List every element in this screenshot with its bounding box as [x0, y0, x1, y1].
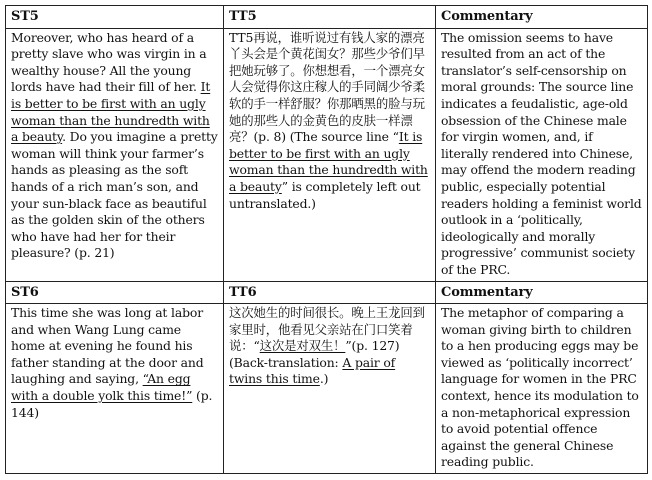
underlined-source-quote: “An egg with a double yolk this time!” [11, 371, 193, 404]
target-text-tt6: 这次她生的时间很长。晚上王龙回到家里时，他看见父亲站在门口笑着说：“这次是对双生！”(p. 127) (Back-translation: A pair of twins this time.) [224, 304, 436, 474]
translation-comparison-table [5, 5, 648, 474]
underlined-target-quote: 这次是对双生！ [259, 338, 346, 354]
header-tt5: TT5 [224, 6, 436, 29]
content-row-5 [6, 28, 648, 281]
header-st5: ST5 [6, 6, 224, 29]
target-text-tt5: TT5再说，谁听说过有钱人家的漂亮丫头会是个黄花闺女？那些少爷们早把她玩够了。你想想看，一个漂亮女人会觉得你这庄稼人的手同阔少爷柔软的手一样舒服？你那晒黑的脸与玩她的那些人的金黄色的皮肤一样漂亮？(p. 8) (The source line “It is better to be first with an ugly woman than the hundredth with a beauty” is completely left out untranslated.) [224, 28, 436, 281]
commentary-5: The omission seems to have resulted from an act of the translator’s self-censorship on moral grounds: The source line indicates a feudalistic, age-old obsession of the Chinese male for virgin women, and, if literally rendered into Chinese, may offend the modern reading public, especially potential readers holding a feminist world outlook in a ‘politically, ideologically and morally progressive’ communist society of the PRC. [436, 28, 648, 281]
header-commentary-1: Commentary [436, 6, 648, 29]
header-row-st6 [6, 281, 648, 304]
header-commentary-2: Commentary [436, 281, 648, 304]
commentary-6: The metaphor of comparing a woman giving birth to children to a hen producing eggs may be viewed as ‘politically incorrect’ language for women in the PRC context, hence its modulation to a non-metaphorical expression to avoid potential offence against the general Chinese reading public. [436, 304, 648, 474]
header-st6: ST6 [6, 281, 224, 304]
underlined-back-translation: A pair of twins this time [229, 354, 396, 387]
underlined-omitted-line: It is better to be first with an ugly woman than the hundredth with a beauty [229, 129, 428, 194]
content-row-6 [6, 304, 648, 474]
source-text-st5: Moreover, who has heard of a pretty slave who was virgin in a wealthy house? All the young lords have had their fill of her. It is better to be first with an ugly woman than the hundredth with a beauty. Do you imagine a pretty woman will think your farmer’s hands as pleasing as the soft hands of a rich man’s son, and your sun-black face as beautiful as the golden skin of the others who have had her for their pleasure? (p. 21) [6, 28, 224, 281]
header-tt6: TT6 [224, 281, 436, 304]
source-text-st6: This time she was long at labor and when Wang Lung came home at evening he found his father standing at the door and laughing and saying, “An egg with a double yolk this time!” (p. 144) [6, 304, 224, 474]
underlined-source-line: It is better to be first with an ugly woman than the hundredth with a beauty [11, 79, 211, 145]
header-row-st5 [6, 6, 648, 29]
